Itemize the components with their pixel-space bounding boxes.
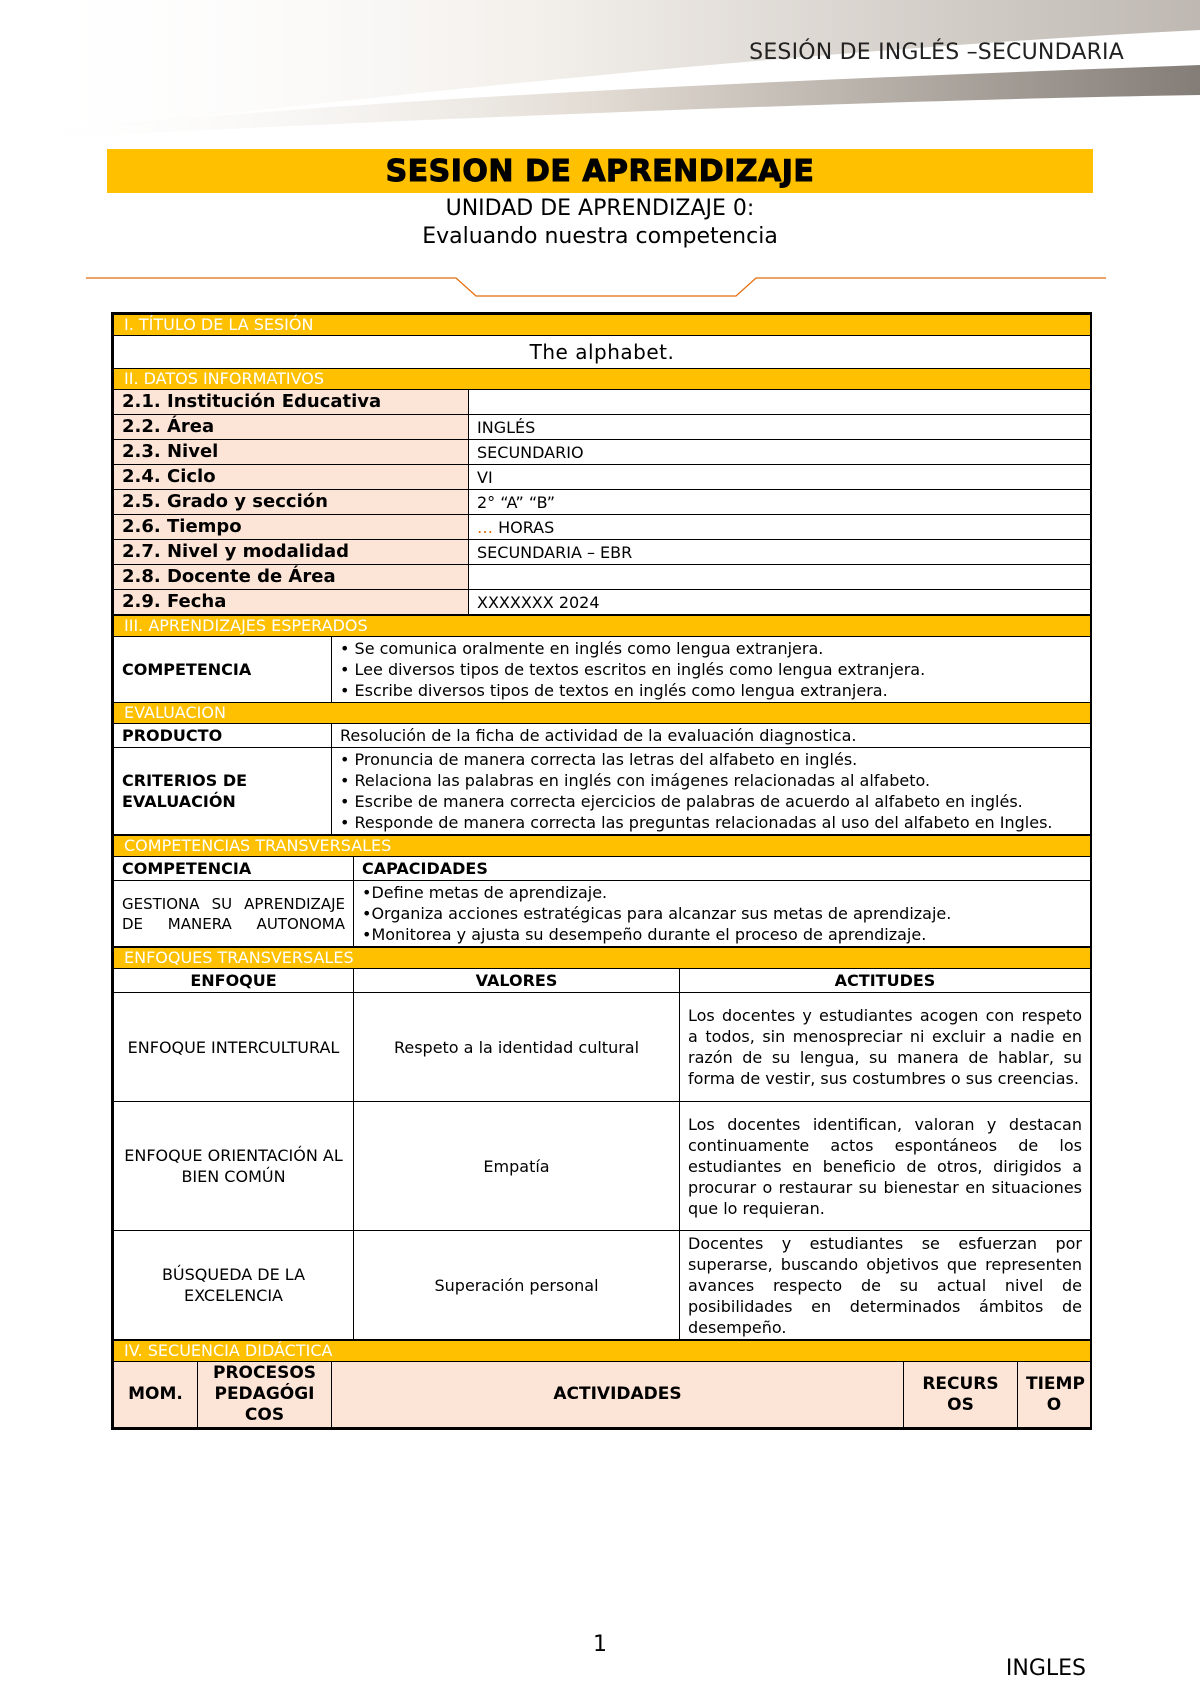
header-title: SESIÓN DE INGLÉS –SECUNDARIA [749, 40, 1124, 65]
unit-subtitle: Evaluando nuestra competencia [422, 224, 778, 249]
data-row [114, 440, 1091, 465]
footer-subject: INGLES [1005, 1656, 1086, 1681]
capacidades-list [354, 881, 1091, 947]
data-label: 2.2. Área [114, 415, 469, 440]
competencia-label: COMPETENCIA [114, 637, 332, 703]
data-row [114, 540, 1091, 565]
data-value: VI [469, 465, 1091, 490]
section-heading-secuencia: IV. SECUENCIA DIDÁCTICA [114, 1341, 1091, 1362]
time-unit: HORAS [493, 517, 555, 537]
criterio-item: • Relaciona las palabras en inglés con imágenes relacionadas al alfabeto. [340, 770, 1082, 791]
producto-value: Resolución de la ficha de actividad de la evaluación diagnostica. [332, 724, 1091, 748]
data-label: 2.9. Fecha [114, 590, 469, 615]
data-label: 2.6. Tiempo [114, 515, 469, 540]
competencia-item: • Lee diversos tipos de textos escritos en inglés como lengua extranjera. [340, 659, 1082, 680]
title-banner [107, 149, 1093, 193]
data-value: SECUNDARIO [469, 440, 1091, 465]
recursos-col-header: RECURS OS [904, 1362, 1018, 1428]
valores-col-header: VALORES [354, 969, 680, 993]
competencia-item: • Se comunica oralmente en inglés como lengua extranjera. [340, 638, 1082, 659]
enfoque-actitud: Los docentes y estudiantes acogen con respeto a todos, sin menospreciar ni excluir a nadie en razón de su lengua, su manera de hablar, su forma de vestir, sus costumbres o sus creencias. [680, 993, 1091, 1102]
transversal-col-competencia: COMPETENCIA [114, 857, 354, 881]
data-value [469, 390, 1091, 415]
data-row [114, 565, 1091, 590]
data-value [469, 515, 1091, 540]
data-value: SECUNDARIA – EBR [469, 540, 1091, 565]
enfoque-name: BÚSQUEDA DE LA EXCELENCIA [114, 1231, 354, 1340]
data-row [114, 390, 1091, 415]
data-value [469, 565, 1091, 590]
data-value: 2° “A” “B” [469, 490, 1091, 515]
capacidad-item: •Monitorea y ajusta su desempeño durante el proceso de aprendizaje. [362, 925, 927, 944]
enfoque-row [114, 993, 1091, 1102]
document-title: SESION DE APRENDIZAJE [385, 153, 815, 189]
criterio-item: • Responde de manera correcta las preguntas relacionadas al uso del alfabeto en Ingles. [340, 812, 1082, 833]
enfoque-name: ENFOQUE ORIENTACIÓN AL BIEN COMÚN [114, 1102, 354, 1231]
page-number: 1 [593, 1632, 607, 1657]
data-label: 2.5. Grado y sección [114, 490, 469, 515]
session-document [111, 312, 1092, 1430]
competencias-list [332, 637, 1091, 703]
session-title: The alphabet. [114, 336, 1091, 369]
data-label: 2.8. Docente de Área [114, 565, 469, 590]
data-row [114, 465, 1091, 490]
tiempo-col-header: TIEMP O [1018, 1362, 1091, 1428]
header-swoosh-decoration [0, 0, 1200, 150]
data-row [114, 590, 1091, 615]
data-label: 2.4. Ciclo [114, 465, 469, 490]
section-heading-enfoques: ENFOQUES TRANSVERSALES [114, 948, 1091, 969]
section-heading-title: I. TÍTULO DE LA SESIÓN [114, 315, 1091, 336]
actividades-col-header: ACTIVIDADES [332, 1362, 904, 1428]
criterio-item: • Escribe de manera correcta ejercicios de palabras de acuerdo al alfabeto en inglés. [340, 791, 1082, 812]
enfoque-actitud: Los docentes identifican, valoran y destacan continuamente actos espontáneos de los estudiantes en beneficio de otros, dirigidos a procurar o restaurar su bienestar en situaciones que lo requieran. [680, 1102, 1091, 1231]
data-row [114, 415, 1091, 440]
enfoque-col-header: ENFOQUE [114, 969, 354, 993]
section-heading-aprendizajes: III. APRENDIZAJES ESPERADOS [114, 616, 1091, 637]
criterios-label: CRITERIOS DE EVALUACIÓN [114, 748, 332, 835]
criterios-list [332, 748, 1091, 835]
section-heading-evaluacion: EVALUACION [114, 703, 1091, 724]
mom-col-header: MOM. [114, 1362, 198, 1428]
enfoque-row [114, 1102, 1091, 1231]
time-placeholder: … [477, 517, 493, 537]
enfoque-valor: Respeto a la identidad cultural [354, 993, 680, 1102]
data-value: XXXXXXX 2024 [469, 590, 1091, 615]
section-heading-datos: II. DATOS INFORMATIVOS [114, 369, 1091, 390]
data-row [114, 515, 1091, 540]
transversal-col-capacidades: CAPACIDADES [354, 857, 1091, 881]
header-divider [86, 270, 1116, 300]
section-heading-transversales: COMPETENCIAS TRANSVERSALES [114, 836, 1091, 857]
data-label: 2.7. Nivel y modalidad [114, 540, 469, 565]
data-label: 2.3. Nivel [114, 440, 469, 465]
enfoque-actitud: Docentes y estudiantes se esfuerzan por superarse, buscando objetivos que representen avances respecto de su actual nivel de posibilidades en determinados ámbitos de desempeño. [680, 1231, 1091, 1340]
enfoque-row [114, 1231, 1091, 1340]
procesos-col-header: PROCESOS PEDAGÓGI COS [198, 1362, 332, 1428]
unit-title: UNIDAD DE APRENDIZAJE 0: [445, 196, 755, 221]
data-row [114, 490, 1091, 515]
competencia-item: • Escribe diversos tipos de textos en inglés como lengua extranjera. [340, 680, 1082, 701]
capacidad-item: •Define metas de aprendizaje. [362, 883, 608, 902]
data-value: INGLÉS [469, 415, 1091, 440]
data-label: 2.1. Institución Educativa [114, 390, 469, 415]
actitudes-col-header: ACTITUDES [680, 969, 1091, 993]
enfoque-valor: Empatía [354, 1102, 680, 1231]
enfoque-name: ENFOQUE INTERCULTURAL [114, 993, 354, 1102]
criterio-item: • Pronuncia de manera correcta las letras del alfabeto en inglés. [340, 749, 1082, 770]
capacidad-item: •Organiza acciones estratégicas para alcanzar sus metas de aprendizaje. [362, 904, 952, 923]
enfoque-valor: Superación personal [354, 1231, 680, 1340]
producto-label: PRODUCTO [114, 724, 332, 748]
transversal-competencia: GESTIONA SU APRENDIZAJE DE MANERA AUTONOMA [114, 881, 354, 947]
